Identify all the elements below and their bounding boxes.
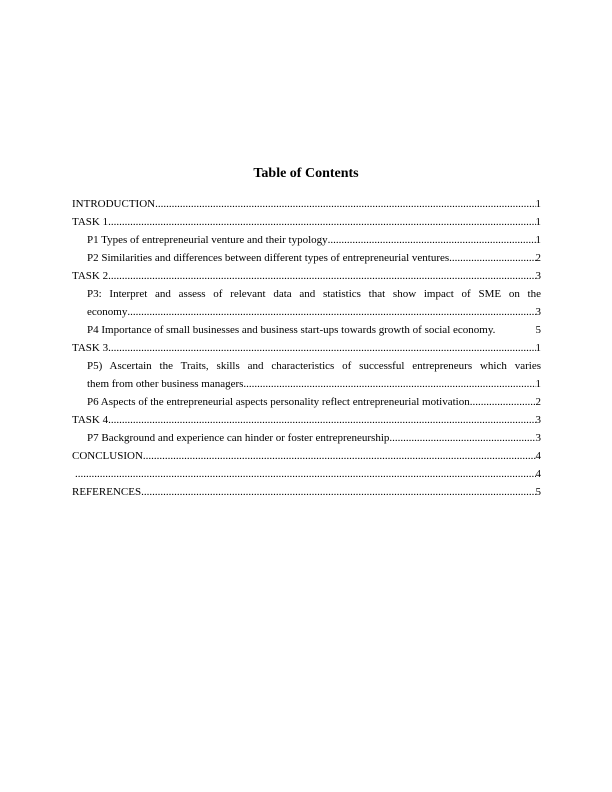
dot-leader — [108, 411, 535, 429]
toc-page-number: 3 — [535, 306, 541, 318]
toc-entry-p7[interactable] — [72, 429, 541, 447]
dot-leader — [108, 339, 535, 357]
toc-entry-task-3[interactable] — [72, 339, 541, 357]
toc-entry-p1[interactable] — [72, 231, 541, 249]
dot-leader — [108, 267, 535, 285]
toc-entry-references[interactable] — [72, 483, 541, 501]
toc-page-number: 2 — [535, 396, 541, 408]
toc-entry-text: P2 Similarities and differences between different types of entrepreneurial ventures — [87, 252, 450, 264]
toc-page-number: 1 — [535, 198, 541, 210]
dot-leader — [75, 465, 536, 483]
toc-entry-p4[interactable] — [72, 321, 541, 339]
toc-entry-introduction[interactable] — [72, 195, 541, 213]
toc-entry-text: P4 Importance of small businesses and business start-ups towards growth of social economy. — [87, 324, 496, 336]
dot-leader — [141, 483, 535, 501]
toc-entry-text-line-2: economy — [87, 306, 128, 318]
toc-entry-p5[interactable] — [72, 357, 541, 393]
toc-page-number: 4 — [535, 450, 541, 462]
toc-entry-text: TASK 3 — [72, 342, 109, 354]
toc-entry-text-line-2: them from other business managers — [87, 378, 244, 390]
toc-entry-task-2[interactable] — [72, 267, 541, 285]
toc-entry-text: TASK 1 — [72, 216, 109, 228]
toc-page-number: 4 — [535, 468, 541, 480]
toc-entry-p3[interactable] — [72, 285, 541, 321]
toc-page-number: 3 — [535, 414, 541, 426]
toc-entry-text: P7 Background and experience can hinder or foster entrepreneurship. — [87, 432, 393, 444]
toc-entry-conclusion[interactable] — [72, 447, 541, 465]
dot-leader — [328, 231, 536, 249]
toc-page-number: 1 — [535, 234, 541, 246]
toc-entry-text: TASK 4 — [72, 414, 109, 426]
toc-entry-blank[interactable] — [72, 465, 541, 483]
toc-page-number: 1 — [535, 378, 541, 390]
toc-page-number: 5 — [535, 486, 541, 498]
toc-entry-text: INTRODUCTION — [72, 198, 156, 210]
dot-leader — [470, 393, 536, 411]
toc-entry-task-4[interactable] — [72, 411, 541, 429]
toc-entry-text: CONCLUSION — [72, 450, 143, 462]
toc-title: Table of Contents — [253, 166, 359, 181]
toc-page-number: 5 — [535, 324, 542, 336]
dot-leader — [108, 213, 535, 231]
toc-entry-line-2 — [87, 375, 541, 393]
toc-page-number: 3 — [535, 270, 541, 282]
toc-entry-p6[interactable] — [72, 393, 541, 411]
toc-page-number: 1 — [535, 342, 541, 354]
toc-entry-text-line-1: P5) Ascertain the Traits, skills and characteristics of successful entrepreneurs which varies — [87, 360, 541, 372]
dot-leader — [155, 195, 535, 213]
dot-leader — [392, 429, 535, 447]
toc-entry-text: P1 Types of entrepreneurial venture and their typology — [87, 234, 328, 246]
toc-entry-p2[interactable] — [72, 249, 541, 267]
toc-entry-text: REFERENCES — [72, 486, 142, 498]
dot-leader — [127, 303, 535, 321]
toc-entry-text-line-1: P3: Interpret and assess of relevant data and statistics that show impact of SME on the — [87, 288, 541, 300]
toc-entry-text: TASK 2 — [72, 270, 109, 282]
dot-leader — [449, 249, 535, 267]
toc-entry-text: P6 Aspects of the entrepreneurial aspects personality reflect entrepreneurial motivation — [87, 396, 470, 408]
toc-page-number: 2 — [535, 252, 541, 264]
toc-entry-line-2 — [87, 303, 541, 321]
dot-leader — [243, 375, 535, 393]
dot-leader — [143, 447, 536, 465]
toc-page-number: 3 — [535, 432, 541, 444]
toc-entry-task-1[interactable] — [72, 213, 541, 231]
table-of-contents — [72, 195, 541, 501]
toc-page-number: 1 — [535, 216, 541, 228]
